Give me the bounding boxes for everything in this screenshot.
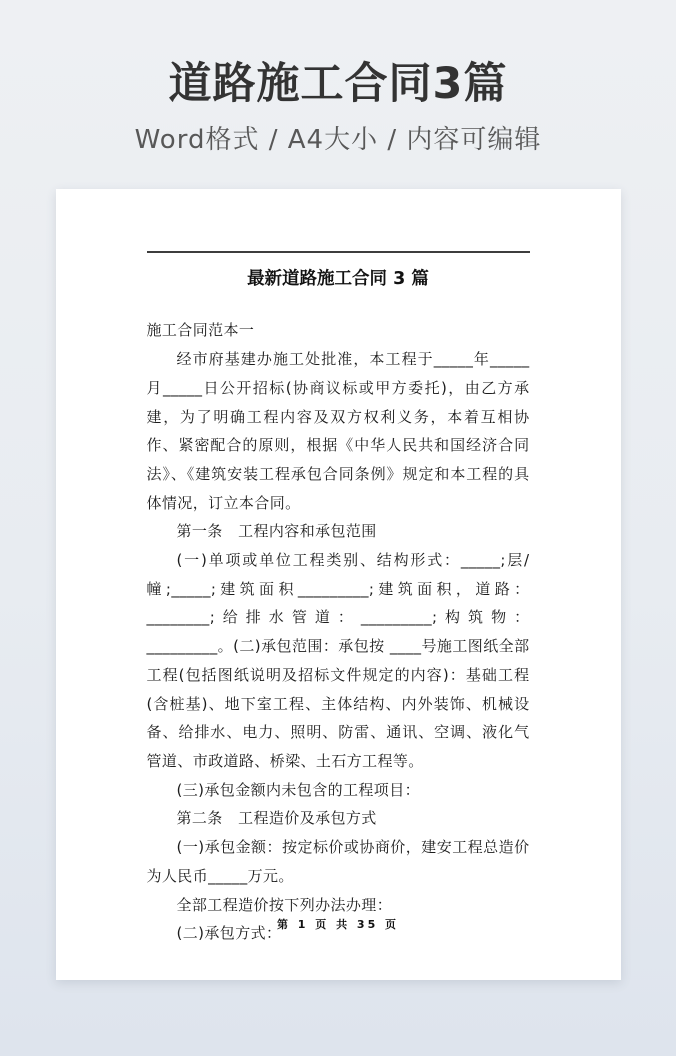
contract-paragraph: (二)承包方式： [176, 924, 282, 943]
page-number-footer: 第 1 页 共 35 页 [276, 918, 400, 932]
document-title: 最新道路施工合同 3 篇 [247, 268, 429, 289]
contract-clause-heading: 第二条 工程造价及承包方式 [176, 809, 377, 828]
document-preview-page [56, 189, 621, 980]
page-title: 道路施工合同3篇 [168, 59, 508, 109]
contract-paragraph: 施工合同范本一 [146, 321, 255, 340]
hero-banner [0, 0, 676, 156]
header-rule [147, 251, 530, 253]
document-content [56, 189, 621, 947]
contract-paragraph: 全部工程造价按下列办法办理： [176, 895, 393, 914]
contract-paragraph: 经市府基建办施工处批准，本工程于_____年_____月_____日公开招标(协商议标或甲方委托)，由乙方承建，为了明确工程内容及双方权利义务，本着互相协作、紧密配合的原则，根据《中华人民共和国经济合同法》、《建筑安装工程承包合同条例》规定和本工程的具体情况，订立本合同。 [146, 350, 530, 512]
contract-paragraph: (一)承包金额：按定标价或协商价，建安工程总造价为人民币_____万元。 [146, 838, 530, 885]
contract-paragraph: (三)承包金额内未包含的工程项目： [176, 780, 421, 799]
contract-paragraph: (一)单项或单位工程类别、结构形式：_____;层/幢;_____;建筑面积_________;建筑面积，道路：________;给排水管道：_________;构筑物：_________。(二)承包范围：承包按 ____号施工图纸全部工程(包括图纸说明及招标文件规定的内容)：基础工程(含桩基)、地下室工程、主体结构、内外装饰、机械设备、给排水、电力、照明、防雷、通讯、空调、液化气管道、市政道路、桥梁、土石方工程等。 [146, 551, 530, 770]
contract-clause-heading: 第一条 工程内容和承包范围 [176, 522, 377, 541]
page-subtitle: Word格式 / A4大小 / 内容可编辑 [134, 125, 542, 156]
document-body [147, 316, 530, 947]
